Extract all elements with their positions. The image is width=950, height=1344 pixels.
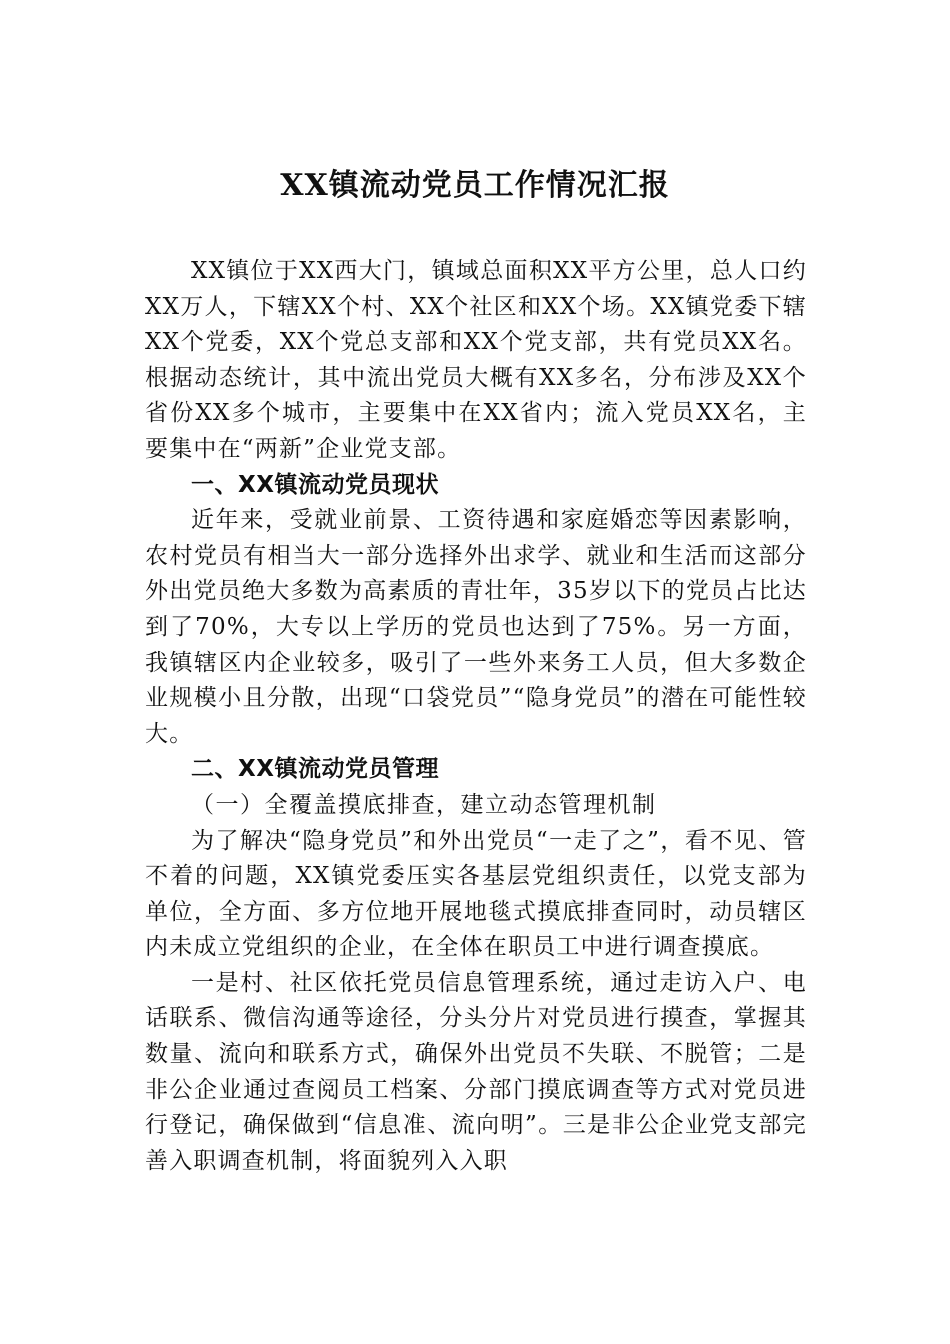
paragraph-current-status: 近年来，受就业前景、工资待遇和家庭婚恋等因素影响，农村党员有相当大一部分选择外出求学、就业和生活而这部分外出党员绝大多数为高素质的青壮年，35岁以下的党员占比达到了70%，大专以上学历的党员也达到了75%。另一方面，我镇辖区内企业较多，吸引了一些外来务工人员，但大多数企业规模小且分散，出现“口袋党员”“隐身党员”的潜在可能性较大。 bbox=[145, 507, 807, 747]
subheading-2-1: （一）全覆盖摸底排查，建立动态管理机制 bbox=[191, 791, 657, 818]
paragraph-overview: XX镇位于XX西大门，镇域总面积XX平方公里，总人口约XX万人，下辖XX个村、XX个社区和XX个场。XX镇党委下辖XX个党委，XX个党总支部和XX个党支部，共有党员XX名。根据动态统计，其中流出党员大概有XX多名，分布涉及XX个省份XX多个城市，主要集中在XX省内；流入党员XX名，主要集中在“两新”企业党支部。 bbox=[145, 258, 807, 462]
heading-section-1: 一、XX镇流动党员现状 bbox=[191, 471, 439, 498]
paragraph-measures: 一是村、社区依托党员信息管理系统，通过走访入户、电话联系、微信沟通等途径，分头分片对党员进行摸查，掌握其数量、流向和联系方式，确保外出党员不失联、不脱管；二是非公企业通过查阅员工档案、分部门摸底调查等方式对党员进行登记，确保做到“信息准、流向明”。三是非公企业党支部完善入职调查机制，将面貌列入入职 bbox=[145, 969, 807, 1174]
heading-section-2: 二、XX镇流动党员管理 bbox=[191, 756, 439, 783]
document-body bbox=[145, 254, 807, 1179]
document-title: XX镇流动党员工作情况汇报 bbox=[280, 168, 670, 203]
paragraph-investigation: 为了解决“隐身党员”和外出党员“一走了之”，看不见、管不着的问题，XX镇党委压实各基层党组织责任，以党支部为单位，全方面、多方位地开展地毯式摸底排查同时，动员辖区内未成立党组织的企业，在全体在职员工中进行调查摸底。 bbox=[145, 827, 807, 961]
